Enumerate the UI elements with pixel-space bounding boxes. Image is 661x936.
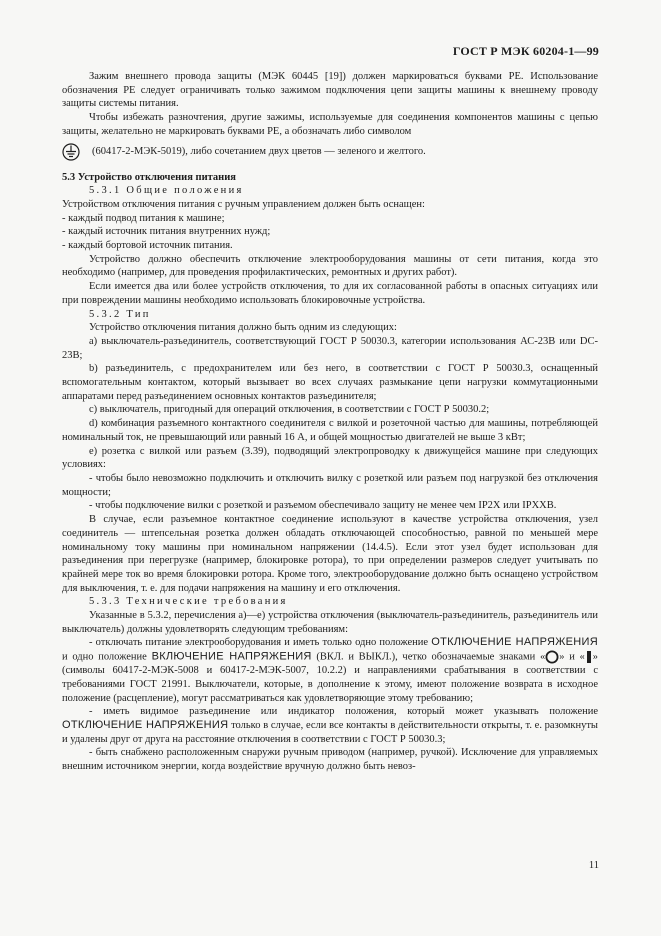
subsection-heading: 5.3.3 Технические требования (89, 596, 288, 608)
list-item: b) разъединитель, с предохранителем или без него, в соответствии с ГОСТ Р 50030.3, оснащенный вспомогательным контактом, который вызывает во всех случаях размыкание цепи нагрузки коммутационными аппаратами перед разъединением основных контактов разъединителя; (62, 363, 598, 402)
section-heading: 5.3 Устройство отключения питания (62, 171, 236, 183)
earth-symbol-row (62, 143, 598, 161)
paragraph: В случае, если разъемное контактное соединение используют в качестве устройства отключения, узел соединитель — штепсельная розетка должен обладать отключающей способностью, равной по меньшей мере номинальному току машины при номинальном напряжении (14.4.5). Если этот узел будет использован для разъединения при перегрузке (например, блокировке ротора), то при определении размеров следует учитывать по крайней мере ток во время блокировки ротора. Кроме того, электрооборудование должно быть оснащено устройством для выключения, т. е. для подачи напряжения на машину и его отключения. (62, 514, 598, 594)
subsection-heading: 5.3.2 Тип (89, 308, 151, 320)
caps-term: ОТКЛЮЧЕНИЕ НАПРЯЖЕНИЯ (431, 636, 599, 649)
list-item: с) выключатель, пригодный для операций отключения, в соответствии с ГОСТ Р 50030.2; (89, 404, 490, 416)
off-circle-icon (545, 650, 559, 664)
caps-term: ОТКЛЮЧЕНИЕ НАПРЯЖЕНИЯ (62, 719, 229, 732)
list-item: а) выключатель-разъединитель, соответствующий ГОСТ Р 50030.3, категории использования АС-23В или DC-23B; (62, 335, 598, 361)
paragraph: Если имеется два или более устройств отключения, то для их согласованной работы в опасных ситуациях или при повреждении машины необходимо использовать блокировочные устройства. (62, 281, 598, 306)
list-item: е) розетка с вилкой или разъем (3.39), подводящий электропроводку к движущейся машине при следующих условиях: (62, 445, 598, 471)
page-number: 11 (588, 860, 599, 871)
list-item: - чтобы подключение вилки с розеткой и разъемом обеспечивало защиту не менее чем IP2X или IPXXB. (89, 500, 557, 512)
list-item: d) комбинация разъемного контактного соединителя с вилкой и розеточной частью для машины, потребляющей номинальный ток, не превышающий или равный 16 А, и общей мощностью двигателей не выше 3 кВт; (62, 418, 598, 443)
paragraph: Зажим внешнего провода защиты (МЭК 60445 [19]) должен маркироваться буквами PE. Использование обозначения PE следует ограничивать только зажимом подключения цепи защиты машины к внешнему проводу защиты системы питания. (62, 71, 598, 110)
on-bar-icon (585, 650, 593, 664)
list-item: - каждый подвод питания к машине; (62, 212, 225, 224)
list-item: - чтобы было невозможно подключить и отключить вилку с розеткой или разъем под нагрузкой без отключения мощности; (62, 472, 598, 498)
page-header: ГОСТ Р МЭК 60204-1—99 (452, 44, 599, 58)
paragraph: Устройством отключения питания с ручным управлением должен быть оснащен: (62, 198, 425, 210)
list-item: - каждый бортовой источник питания. (62, 240, 233, 252)
list-item: - иметь видимое разъединение или индикатор положения, который может указывать положение ОТКЛЮЧЕНИЕ НАПРЯЖЕНИЯ только в случае, если все контакты в действительности открыты, т. е. разомкнуты и удалены друг от друга на расстояние отключения в соответствии с ГОСТ Р 50030.3; (62, 706, 598, 745)
protective-earth-icon (62, 143, 80, 161)
paragraph: Устройство отключения питания должно быть одним из следующих: (89, 322, 397, 334)
paragraph: Чтобы избежать разночтения, другие зажимы, используемые для соединения компонентов машины с цепью защиты, желательно не маркировать буквами PE, а обозначать либо символом (62, 112, 598, 137)
paragraph: (60417-2-МЭК-5019), либо сочетанием двух цветов — зеленого и желтого. (92, 145, 426, 157)
list-item: - быть снабжено расположенным снаружи ручным приводом (например, ручкой). Исключение для управляемых внешним источником энергии, когда воздействие вручную должно быть невоз- (62, 747, 598, 773)
list-item: - каждый источник питания внутренних нужд; (62, 226, 271, 238)
paragraph: Указанные в 5.3.2, перечисления а)—е) устройства отключения (выключатель-разъединитель, разъединитель или выключатель) должны удовлетворять следующим требованиям: (62, 610, 598, 635)
paragraph: Устройство должно обеспечить отключение электрооборудования машины от сети питания, когда это необходимо (например, для проведения профилактических, ремонтных и других работ). (62, 253, 598, 279)
document-body (62, 70, 598, 774)
list-item: - отключать питание электрооборудования и иметь только одно положение ОТКЛЮЧЕНИЕ НАПРЯЖЕНИЯ и одно положение ВКЛЮЧЕНИЕ НАПРЯЖЕНИЯ (ВКЛ. и ВЫКЛ.), четко обозначаемые знаками « » и « » (символы 60417-2-МЭК-5008 и 60417-2-МЭК-5007, 10.2.2) и направлениями срабатывания в соответствии с требованиями ГОСТ 21991. Выключатели, которые, в дополнение к этому, имеют положение возврата в исходное положение (расцепление), могут рассматриваться как удовлетворяющие этому требованию; (62, 636, 599, 704)
subsection-heading: 5.3.1 Общие положения (89, 185, 244, 197)
caps-term: ВКЛЮЧЕНИЕ НАПРЯЖЕНИЯ (151, 650, 312, 663)
